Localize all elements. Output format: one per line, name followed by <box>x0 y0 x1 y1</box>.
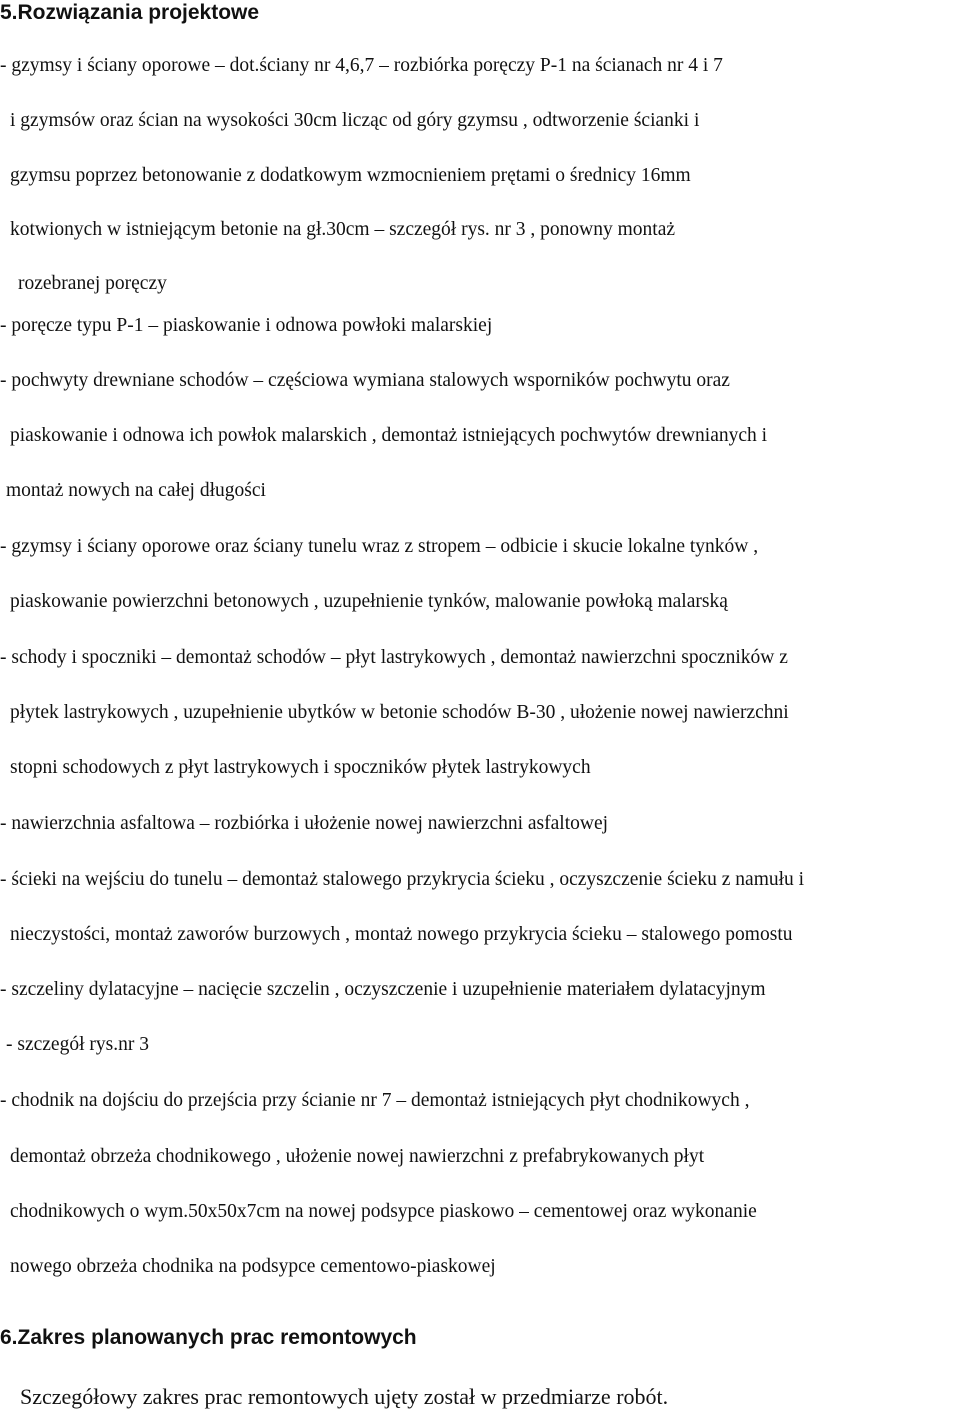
body-line: nowego obrzeża chodnika na podsypce cementowo-piaskowej <box>10 1256 496 1277</box>
body-line: - nawierzchnia asfaltowa – rozbiórka i ułożenie nowej nawierzchni asfaltowej <box>0 813 609 834</box>
body-line: - schody i spoczniki – demontaż schodów – płyt lastrykowych , demontaż nawierzchni spoczników z <box>0 647 788 668</box>
body-line: - gzymsy i ściany oporowe – dot.ściany nr 4,6,7 – rozbiórka poręczy P-1 na ścianach nr 4 i 7 <box>0 55 723 76</box>
body-line: chodnikowych o wym.50x50x7cm na nowej podsypce piaskowo – cementowej oraz wykonanie <box>10 1201 757 1222</box>
body-line: - chodnik na dojściu do przejścia przy ścianie nr 7 – demontaż istniejących płyt chodnikowych , <box>0 1090 750 1111</box>
body-line: stopni schodowych z płyt lastrykowych i spoczników płytek lastrykowych <box>10 757 591 778</box>
body-line: nieczystości, montaż zaworów burzowych , montaż nowego przykrycia ścieku – stalowego pomostu <box>10 924 793 945</box>
body-line: gzymsu poprzez betonowanie z dodatkowym wzmocnieniem prętami o średnicy 16mm <box>10 165 691 186</box>
body-line: piaskowanie powierzchni betonowych , uzupełnienie tynków, malowanie powłoką malarską <box>10 591 728 612</box>
section-5-heading: 5.Rozwiązania projektowe <box>0 1 260 24</box>
section-6-text: Szczegółowy zakres prac remontowych ujęty został w przedmiarze robót. <box>20 1384 669 1409</box>
body-line: montaż nowych na całej długości <box>6 480 266 501</box>
body-line: - szczeliny dylatacyjne – nacięcie szczelin , oczyszczenie i uzupełnienie materiałem dylatacyjnym <box>0 979 766 1000</box>
body-line: - szczegół rys.nr 3 <box>6 1034 149 1055</box>
body-line: - gzymsy i ściany oporowe oraz ściany tunelu wraz z stropem – odbicie i skucie lokalne tynków , <box>0 536 759 557</box>
body-line: piaskowanie i odnowa ich powłok malarskich , demontaż istniejących pochwytów drewnianych i <box>10 425 768 446</box>
body-line: płytek lastrykowych , uzupełnienie ubytków w betonie schodów B-30 , ułożenie nowej nawierzchni <box>10 702 789 723</box>
body-line: i gzymsów oraz ścian na wysokości 30cm licząc od góry gzymsu , odtworzenie ścianki i <box>10 110 700 131</box>
section-6-heading: 6.Zakres planowanych prac remontowych <box>0 1326 417 1349</box>
body-line: rozebranej poręczy <box>18 273 167 294</box>
body-line: demontaż obrzeża chodnikowego , ułożenie nowej nawierzchni z prefabrykowanych płyt <box>10 1146 705 1167</box>
body-line: - poręcze typu P-1 – piaskowanie i odnowa powłoki malarskiej <box>0 315 493 336</box>
body-line: - pochwyty drewniane schodów – częściowa wymiana stalowych wsporników pochwytu oraz <box>0 370 730 391</box>
body-line: kotwionych w istniejącym betonie na gł.30cm – szczegół rys. nr 3 , ponowny montaż <box>10 219 676 240</box>
body-line: - ścieki na wejściu do tunelu – demontaż stalowego przykrycia ścieku , oczyszczenie ścieku z namułu i <box>0 869 805 890</box>
